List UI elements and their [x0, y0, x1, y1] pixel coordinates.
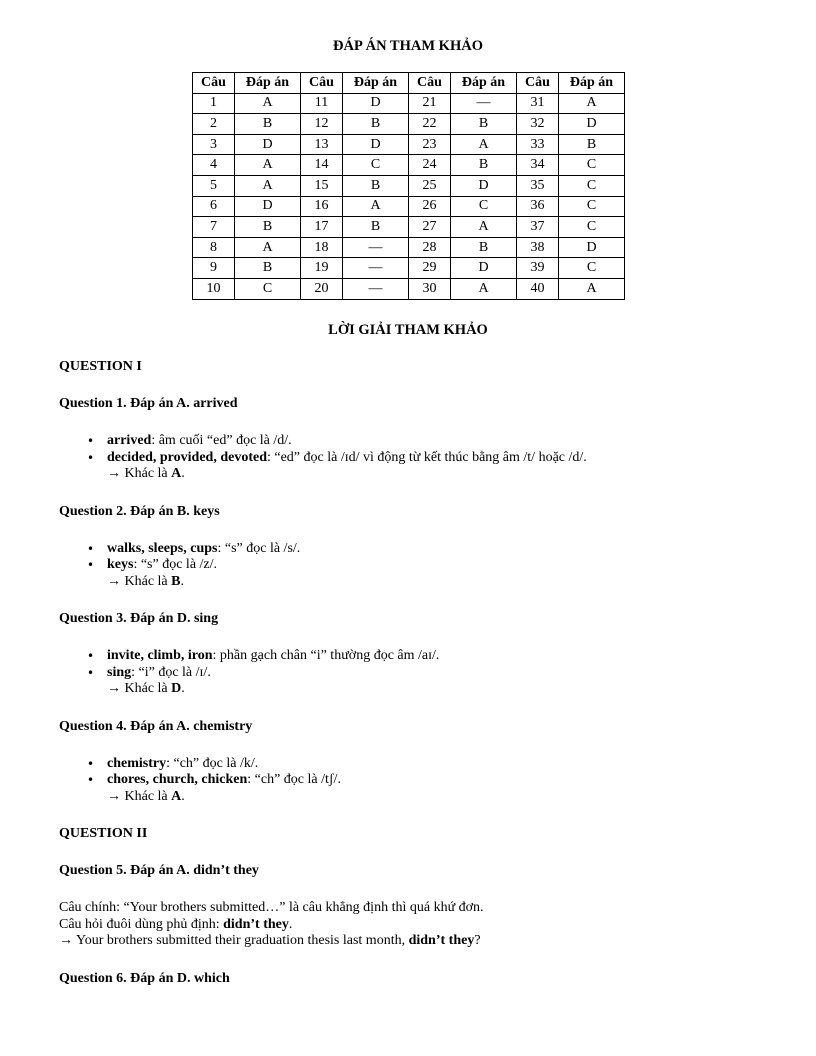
- list-item: [107, 772, 779, 789]
- answer-cell: C: [559, 258, 625, 279]
- table-header-cell: Câu: [517, 73, 559, 94]
- table-row: [193, 93, 625, 114]
- conclusion-end: .: [181, 466, 185, 481]
- question-number-cell: 2: [193, 114, 235, 135]
- conclusion-text: → Khác là: [107, 466, 172, 481]
- question-number-cell: 7: [193, 217, 235, 238]
- table-header-cell: Đáp án: [343, 73, 409, 94]
- table-row: [193, 155, 625, 176]
- point-text: : phần gạch chân “i” thường đọc âm /aɪ/.: [212, 648, 440, 663]
- question-number-cell: 20: [301, 278, 343, 299]
- question-number-cell: 18: [301, 237, 343, 258]
- answer-cell: B: [343, 217, 409, 238]
- answer-cell: A: [235, 237, 301, 258]
- conclusion-text: → Khác là: [107, 788, 172, 804]
- question-number-cell: 19: [301, 258, 343, 279]
- answer-cell: —: [343, 237, 409, 258]
- table-header-cell: Câu: [193, 73, 235, 94]
- question-2-points: [59, 541, 779, 574]
- answer-cell: B: [343, 175, 409, 196]
- term-bold: chores, church, chicken: [107, 772, 248, 787]
- answer-cell: A: [559, 278, 625, 299]
- table-row: [193, 175, 625, 196]
- explanation-line: [59, 917, 779, 934]
- question-number-cell: 8: [193, 237, 235, 258]
- question-2-heading: Question 2. Đáp án B. keys: [59, 503, 220, 519]
- answer-cell: D: [451, 175, 517, 196]
- answer-cell: B: [235, 114, 301, 135]
- answer-cell: —: [343, 258, 409, 279]
- conclusion-end: .: [181, 788, 185, 804]
- list-item: [107, 541, 779, 558]
- conclusion-text: → Khác là: [107, 681, 172, 696]
- answer-cell: A: [235, 175, 301, 196]
- table-row: [193, 278, 625, 299]
- answer-cell: A: [559, 93, 625, 114]
- answer-cell: B: [559, 134, 625, 155]
- question-number-cell: 37: [517, 217, 559, 238]
- term-bold: chemistry: [107, 755, 167, 771]
- section-heading-1: QUESTION I: [59, 359, 142, 374]
- answer-cell: B: [451, 155, 517, 176]
- list-item: [107, 433, 779, 450]
- table-header-cell: Câu: [301, 73, 343, 94]
- question-number-cell: 25: [409, 175, 451, 196]
- question-number-cell: 6: [193, 196, 235, 217]
- conclusion-end: .: [181, 681, 185, 696]
- table-row: [193, 217, 625, 238]
- point-text: : “s” đọc là /s/.: [217, 540, 301, 556]
- answer-cell: D: [559, 114, 625, 135]
- answer-cell: C: [559, 196, 625, 217]
- list-item: [107, 557, 779, 574]
- point-text: : “s” đọc là /z/.: [133, 557, 218, 572]
- conclusion-text: → Khác là: [107, 573, 172, 589]
- table-row: [193, 258, 625, 279]
- table-row: [193, 134, 625, 155]
- question-number-cell: 16: [301, 196, 343, 217]
- question-number-cell: 23: [409, 134, 451, 155]
- question-4-heading: Question 4. Đáp án A. chemistry: [59, 718, 253, 734]
- point-text: : “ch” đọc là /tʃ/.: [247, 772, 341, 787]
- answer-cell: B: [235, 258, 301, 279]
- answer-cell: B: [235, 217, 301, 238]
- answer-cell: A: [451, 217, 517, 238]
- conclusion-answer: A: [171, 466, 182, 481]
- question-number-cell: 34: [517, 155, 559, 176]
- question-number-cell: 21: [409, 93, 451, 114]
- answer-cell: D: [343, 134, 409, 155]
- question-number-cell: 38: [517, 237, 559, 258]
- answer-cell: —: [343, 278, 409, 299]
- explanation-bold: didn’t they: [408, 933, 475, 948]
- answer-cell: B: [343, 114, 409, 135]
- question-number-cell: 27: [409, 217, 451, 238]
- question-3-conclusion: [59, 681, 779, 698]
- question-number-cell: 11: [301, 93, 343, 114]
- table-row: [193, 196, 625, 217]
- question-number-cell: 33: [517, 134, 559, 155]
- answer-cell: B: [451, 237, 517, 258]
- question-number-cell: 5: [193, 175, 235, 196]
- point-text: : âm cuối “ed” đọc là /d/.: [151, 433, 292, 448]
- solution-content: [59, 358, 779, 1008]
- conclusion-end: .: [180, 573, 184, 589]
- question-number-cell: 35: [517, 175, 559, 196]
- question-4-conclusion: [59, 789, 779, 806]
- question-5-heading: Question 5. Đáp án A. didn’t they: [59, 863, 259, 878]
- answer-cell: A: [235, 93, 301, 114]
- question-1-points: [59, 433, 779, 466]
- answer-cell: D: [451, 258, 517, 279]
- question-6-heading: Question 6. Đáp án D. which: [59, 970, 230, 986]
- question-number-cell: 30: [409, 278, 451, 299]
- table-header-cell: Đáp án: [451, 73, 517, 94]
- answer-cell: C: [559, 155, 625, 176]
- explanation-end: .: [288, 916, 293, 932]
- question-number-cell: 13: [301, 134, 343, 155]
- question-4-points: [59, 756, 779, 789]
- question-number-cell: 31: [517, 93, 559, 114]
- list-item: [107, 756, 779, 773]
- answer-cell: C: [559, 217, 625, 238]
- conclusion-answer: D: [171, 681, 182, 696]
- answer-cell: C: [235, 278, 301, 299]
- answer-cell: D: [235, 196, 301, 217]
- question-number-cell: 29: [409, 258, 451, 279]
- answer-cell: A: [451, 278, 517, 299]
- answer-cell: C: [559, 175, 625, 196]
- question-2-conclusion: [59, 574, 779, 591]
- table-row: [193, 237, 625, 258]
- table-header-cell: Câu: [409, 73, 451, 94]
- term-bold: arrived: [107, 433, 152, 448]
- question-number-cell: 12: [301, 114, 343, 135]
- explanation-line: [59, 933, 779, 950]
- answer-cell: D: [343, 93, 409, 114]
- question-number-cell: 39: [517, 258, 559, 279]
- question-number-cell: 15: [301, 175, 343, 196]
- list-item: [107, 648, 779, 665]
- answer-cell: A: [451, 134, 517, 155]
- question-number-cell: 22: [409, 114, 451, 135]
- table-header-cell: Đáp án: [559, 73, 625, 94]
- explanation-bold: didn’t they: [223, 916, 289, 932]
- question-number-cell: 40: [517, 278, 559, 299]
- question-3-heading: Question 3. Đáp án D. sing: [59, 611, 219, 626]
- term-bold: walks, sleeps, cups: [107, 540, 218, 556]
- question-number-cell: 10: [193, 278, 235, 299]
- answer-cell: D: [559, 237, 625, 258]
- question-number-cell: 1: [193, 93, 235, 114]
- question-3-points: [59, 648, 779, 681]
- question-5-explanation: [59, 900, 779, 950]
- answer-cell: B: [451, 114, 517, 135]
- term-bold: invite, climb, iron: [107, 648, 213, 663]
- question-1-heading: Question 1. Đáp án A. arrived: [59, 396, 238, 411]
- section-heading-2: QUESTION II: [59, 826, 148, 841]
- question-number-cell: 32: [517, 114, 559, 135]
- question-number-cell: 14: [301, 155, 343, 176]
- answer-cell: —: [451, 93, 517, 114]
- point-text: : “ch” đọc là /k/.: [166, 755, 259, 771]
- explanation-text: → Your brothers submitted their graduation thesis last month,: [59, 933, 409, 948]
- term-bold: sing: [107, 664, 132, 680]
- answer-cell: C: [451, 196, 517, 217]
- point-text: : “ed” đọc là /ɪd/ vì động từ kết thúc bằng âm /t/ hoặc /d/.: [266, 449, 587, 465]
- solution-title: LỜI GIẢI THAM KHẢO: [328, 322, 488, 338]
- conclusion-answer: A: [171, 788, 182, 804]
- answer-cell: A: [343, 196, 409, 217]
- term-bold: decided, provided, devoted: [107, 449, 267, 465]
- list-item: [107, 450, 779, 467]
- question-number-cell: 4: [193, 155, 235, 176]
- answer-key-title: ĐÁP ÁN THAM KHẢO: [333, 38, 483, 54]
- question-number-cell: 24: [409, 155, 451, 176]
- point-text: : “i” đọc là /ɪ/.: [131, 664, 211, 680]
- question-number-cell: 28: [409, 237, 451, 258]
- explanation-end: ?: [474, 933, 481, 948]
- question-number-cell: 9: [193, 258, 235, 279]
- answer-cell: A: [235, 155, 301, 176]
- question-number-cell: 17: [301, 217, 343, 238]
- table-row: [193, 114, 625, 135]
- question-1-conclusion: [59, 466, 779, 483]
- conclusion-answer: B: [171, 573, 181, 589]
- answer-table: [192, 72, 625, 300]
- explanation-line: Câu chính: “Your brothers submitted…” là câu khẳng định thì quá khứ đơn.: [59, 900, 484, 915]
- table-header-row: [193, 73, 625, 94]
- term-bold: keys: [107, 557, 134, 572]
- table-header-cell: Đáp án: [235, 73, 301, 94]
- answer-cell: D: [235, 134, 301, 155]
- explanation-text: Câu hỏi đuôi dùng phủ định:: [59, 916, 224, 932]
- question-number-cell: 36: [517, 196, 559, 217]
- answer-cell: C: [343, 155, 409, 176]
- question-number-cell: 26: [409, 196, 451, 217]
- question-number-cell: 3: [193, 134, 235, 155]
- list-item: [107, 665, 779, 682]
